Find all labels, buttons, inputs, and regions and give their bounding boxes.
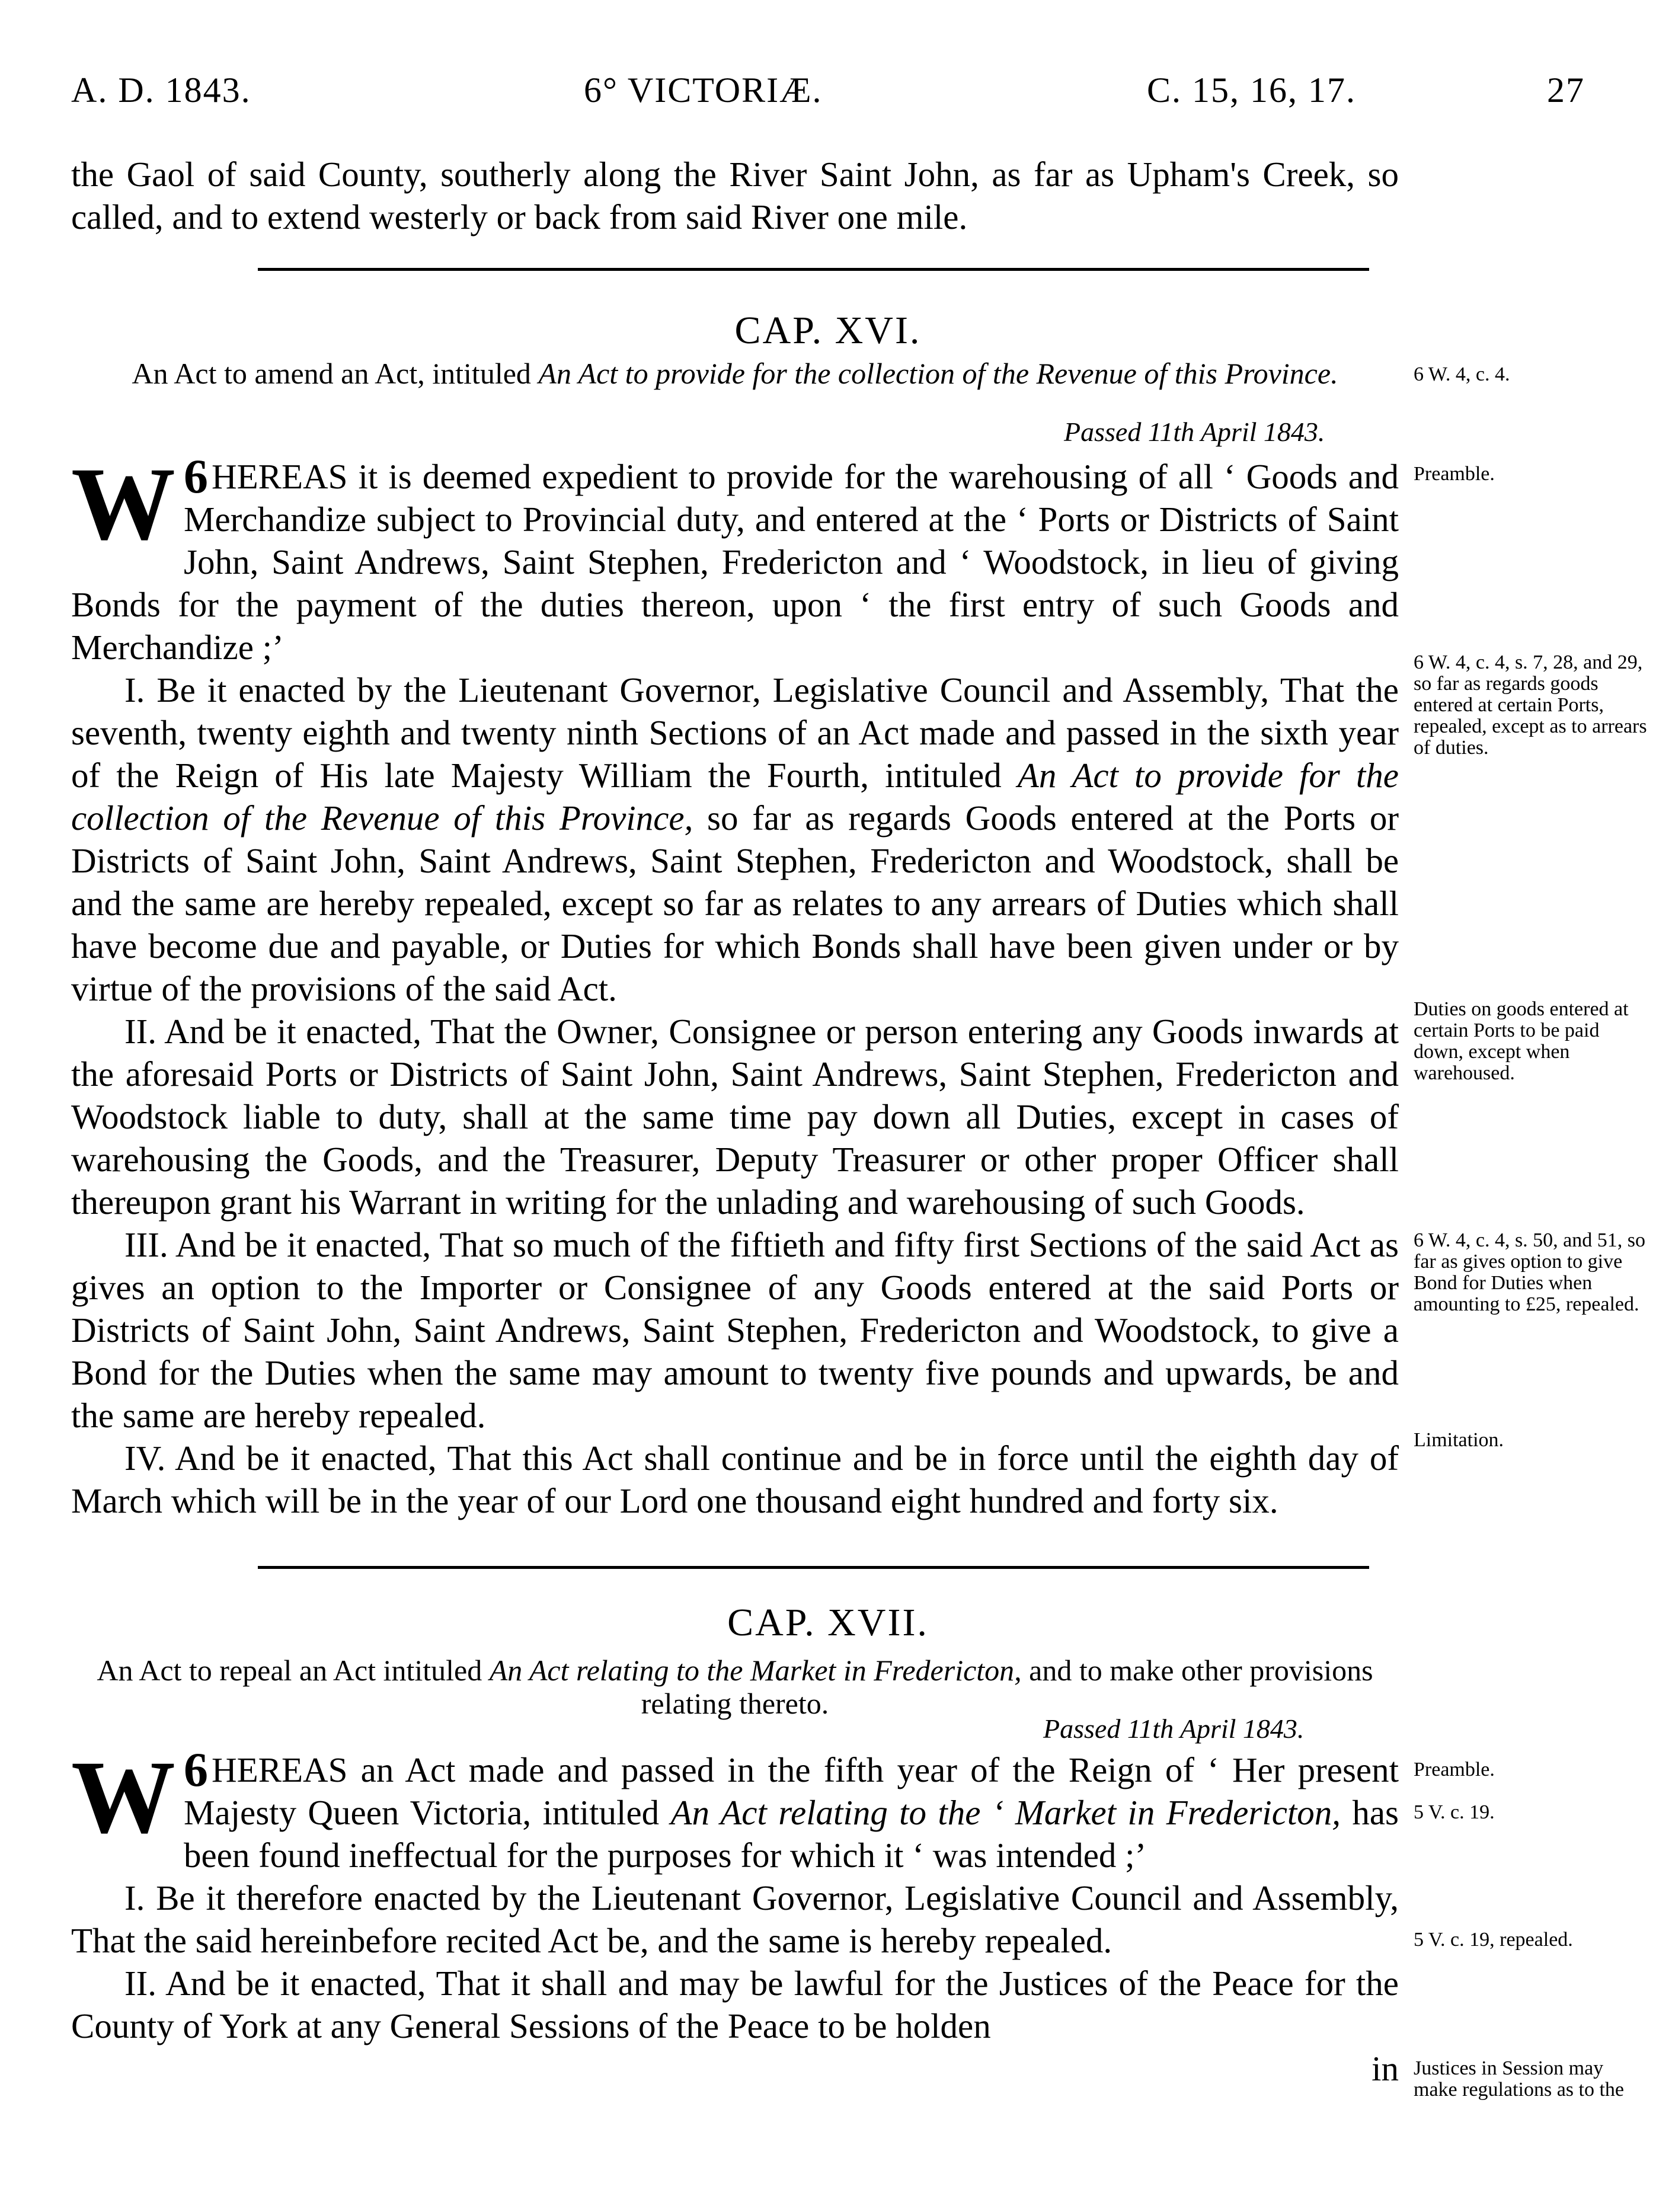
cap16-preamble	[71, 446, 1399, 669]
header-chapters: C. 15, 16, 17.	[1147, 71, 1357, 110]
cap16-title-italic: An Act to provide for the collection of the Revenue of this Province.	[538, 357, 1338, 390]
note-s1: 6 W. 4, c. 4, s. 7, 28, and 29, so far as regards goods entered at certain Ports, repealed, except as to arrears of duties.	[1414, 651, 1647, 759]
cap16-dropcap: W	[71, 446, 175, 562]
cap16-section-1: I. Be it enacted by the Lieutenant Governor, Legislative Council and Assembly, That the seventh, twenty eighth and twenty ninth Sections of an Act made and passed in the sixth year of the Reign of His late Majesty William the Fourth, intituled An Act to provide for the collection of the Revenue of this Province, so far as regards Goods entered at the Ports or Districts of Saint John, Saint Andrews, Saint Stephen, Fredericton and Woodstock, shall be and the same are hereby repealed, except so far as relates to any arrears of Duties which shall have become due and payable, or Duties for which Bonds shall have been given under or by virtue of the provisions of the said Act.	[71, 670, 1399, 1008]
cap17-body	[71, 1740, 1399, 2090]
section-divider	[258, 268, 1369, 271]
cap17-section-1: I. Be it therefore enacted by the Lieutenant Governor, Legislative Council and Assembly, That the said hereinbefore recited Act be, and the same is hereby repealed.	[71, 1878, 1399, 1960]
page-number: 27	[1547, 71, 1585, 110]
note17-s1: 5 V. c. 19, repealed.	[1414, 1929, 1573, 1951]
catchword: in	[1372, 2049, 1399, 2088]
cap16-preamble-quote: 6	[184, 449, 208, 503]
cap16-title-pre: An Act to amend an Act, intituled	[132, 357, 539, 390]
note-s4: Limitation.	[1414, 1429, 1504, 1451]
section-divider	[258, 1566, 1369, 1569]
cap17-passed: Passed 11th April 1843.	[1043, 1714, 1305, 1744]
note17-preamble: Preamble.	[1414, 1759, 1495, 1781]
cap17-dropcap: W	[71, 1740, 175, 1855]
cap16-passed: Passed 11th April 1843.	[1064, 417, 1325, 447]
note17-s2: Justices in Session may make regulations as to the	[1414, 2057, 1625, 2101]
note-s3: 6 W. 4, c. 4, s. 50, and 51, so far as gives option to give Bond for Duties when amounting to £25, repealed.	[1414, 1229, 1645, 1315]
cap16-title	[71, 357, 1399, 390]
note17-ref: 5 V. c. 19.	[1414, 1801, 1495, 1823]
header-year: A. D. 1843.	[71, 71, 251, 110]
cap16-body	[71, 446, 1399, 1522]
cap16-heading: CAP. XVI.	[734, 309, 922, 352]
header-regnal: 6° VICTORIÆ.	[584, 71, 823, 110]
cap16-side-ref: 6 W. 4, c. 4.	[1414, 363, 1510, 385]
cap16-preamble-text: HEREAS it is deemed expedient to provide for the warehousing of all ‘ Goods and Merchandize subject to Provincial duty, and entered at the ‘ Ports or Districts of Saint John, Saint Andrews, Saint Stephen, Fredericton and ‘ Woodstock, in lieu of giving Bonds for the payment of the duties thereon, upon ‘ the first entry of such Goods and Merchandize ;’	[71, 457, 1399, 667]
cap17-heading: CAP. XVII.	[727, 1601, 929, 1644]
cap17-preamble: 6 W HEREAS an Act made and passed in the fifth year of the Reign of ‘ Her present Majesty Queen Victoria, intituled An Act relating to the ‘ Market in Fredericton, has been found ineffectual for the purposes for which it ‘ was intended ;’	[71, 1740, 1399, 1875]
cap17-preamble-quote: 6	[184, 1743, 208, 1797]
note-preamble: Preamble.	[1414, 463, 1495, 485]
cap16-section-2: II. And be it enacted, That the Owner, Consignee or person entering any Goods inwards at the aforesaid Ports or Districts of Saint John, Saint Andrews, Saint Stephen, Fredericton and Woodstock liable to duty, shall at the same time pay down all Duties, except in cases of warehousing the Goods, and the Treasurer, Deputy Treasurer or other proper Officer shall thereupon grant his Warrant in writing for the unlading and warehousing of such Goods.	[71, 1012, 1399, 1222]
cap17-section-2: II. And be it enacted, That it shall and may be lawful for the Justices of the Peace for the County of York at any General Sessions of the Peace to be holden	[71, 1964, 1399, 2045]
cap16-section-4: IV. And be it enacted, That this Act shall continue and be in force until the eighth day of March which will be in the year of our Lord one thousand eight hundred and forty six.	[71, 1439, 1399, 1520]
cap17-title: An Act to repeal an Act intituled An Act relating to the Market in Fredericton, and to make other provisions relating thereto.	[97, 1654, 1373, 1720]
cap16-section-3: III. And be it enacted, That so much of the fiftieth and fifty first Sections of the said Act as gives an option to the Importer or Consignee of any Goods entered at the said Ports or Districts of Saint John, Saint Andrews, Saint Stephen, Fredericton and Woodstock, to give a Bond for the Duties when the same may amount to twenty five pounds and upwards, be and the same are hereby repealed.	[71, 1225, 1399, 1435]
continuation-text: the Gaol of said County, southerly along the River Saint John, as far as Upham's Creek, so called, and to extend westerly or back from said River one mile.	[71, 155, 1399, 236]
note-s2: Duties on goods entered at certain Ports to be paid down, except when warehoused.	[1414, 998, 1629, 1084]
continuation-paragraph	[71, 153, 1399, 238]
